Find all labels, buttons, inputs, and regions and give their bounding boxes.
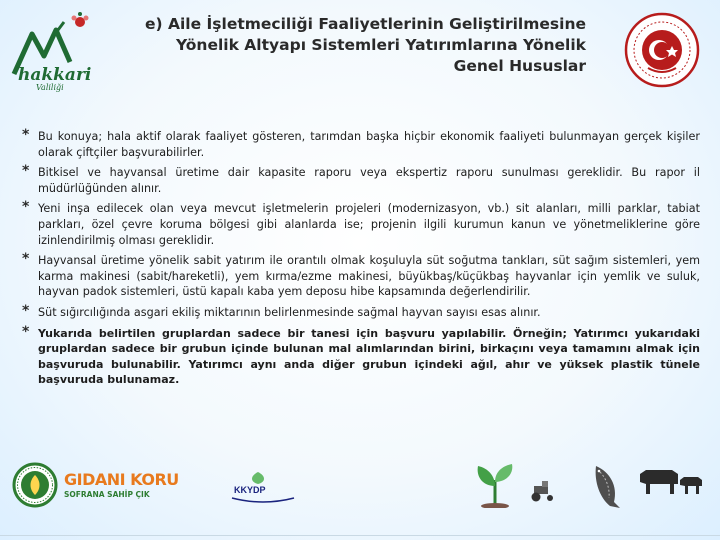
bullet-star-icon: *	[22, 199, 30, 216]
bullet-star-icon: *	[22, 323, 30, 340]
flower-icon	[75, 17, 85, 27]
bullet-item	[22, 201, 700, 248]
footer-divider	[0, 535, 720, 536]
title-line-1: e) Aile İşletmeciliği Faaliyetlerinin Geliştirilmesine	[145, 15, 586, 33]
bullet-text: Bu konuya; hala aktif olarak faaliyet gösteren, tarımdan başka hiçbir ekonomik faaliyeti bulunmayan gerçek kişiler olarak çiftçiler başvurabilirler.	[38, 130, 700, 159]
bullet-list	[22, 129, 700, 393]
bullet-text: Hayvansal üretime yönelik sabit yatırım ile orantılı olmak koşuluyla süt soğutma tankları, süt sağım sistemleri, yem karma makinesi (sabit/hareketli), yem kırma/ezme makinesi, büyükbaş/küçükbaş hayvanlar için yemlik ve suluk, hayvan padok sistemleri, üstü kapalı kaba yem deposu hibe kapsamında değerlendirilir.	[38, 254, 700, 299]
bullet-item-emphasis	[22, 323, 700, 388]
bullet-star-icon: *	[22, 251, 30, 268]
bullet-star-icon: *	[22, 302, 30, 319]
title-line-2: Yönelik Altyapı Sistemleri Yatırımlarına Yönelik	[175, 36, 586, 54]
cattle-icon	[636, 466, 704, 498]
title-line-3: Genel Hususlar	[453, 57, 586, 75]
bullet-item	[22, 302, 700, 321]
bullet-item	[22, 129, 700, 160]
bullet-text: Süt sığırcılığında asgari ekiliş miktarının belirlenmesinde sağmal hayvan sayısı esas alınır.	[38, 305, 541, 319]
bullet-item	[22, 165, 700, 196]
seal-icon	[12, 462, 58, 508]
kkydp-logo	[228, 470, 298, 506]
bullet-text: Bitkisel ve hayvansal üretime dair kapasite raporu veya ekspertiz raporu sunulması gereklidir. Bu rapor il müdürlüğünden alınır.	[38, 166, 700, 195]
bullet-text: Yeni inşa edilecek olan veya mevcut işletmelerin projeleri (modernizasyon, vb.) sit alanları, milli parklar, tabiat parkları, özel çevre koruma bölgesi gibi alanlarda ise; projenin ilgili kurumun kanun ve yönetmeliklerine göre izinlendirilmiş olması gereklidir.	[38, 202, 700, 247]
tractor-icon	[528, 480, 558, 502]
sprout-icon	[470, 458, 520, 508]
logo-wordmark: hakkari	[18, 65, 92, 85]
kkydp-label: KKYDP	[234, 485, 266, 495]
gida-title: GIDANI KORU	[64, 470, 179, 489]
bullet-text: Yukarıda belirtilen gruplardan sadece bir tanesi için başvuru yapılabilir. Örneğin; Yatırımcı yukarıdaki gruplardan sadece bir grubun içinde bulunan mal alımlarından birini, birkaçını veya tamamını almak için başvuruda bulunabilir. Yatırımcı aynı anda diğer grubun içindeki ağıl, ahır ve yüksek plastik tünele başvuruda bulunamaz.	[38, 326, 700, 387]
bullet-star-icon: *	[22, 163, 30, 180]
logo-subtitle: Valiliği	[36, 83, 64, 92]
bullet-item	[22, 253, 700, 300]
ministry-seal-icon	[622, 10, 702, 90]
gida-subtitle: SOFRANA SAHİP ÇIK	[64, 490, 150, 499]
bullet-star-icon: *	[22, 127, 30, 143]
page-title	[108, 14, 586, 77]
fish-icon	[588, 462, 626, 510]
gida-logo	[64, 470, 204, 506]
